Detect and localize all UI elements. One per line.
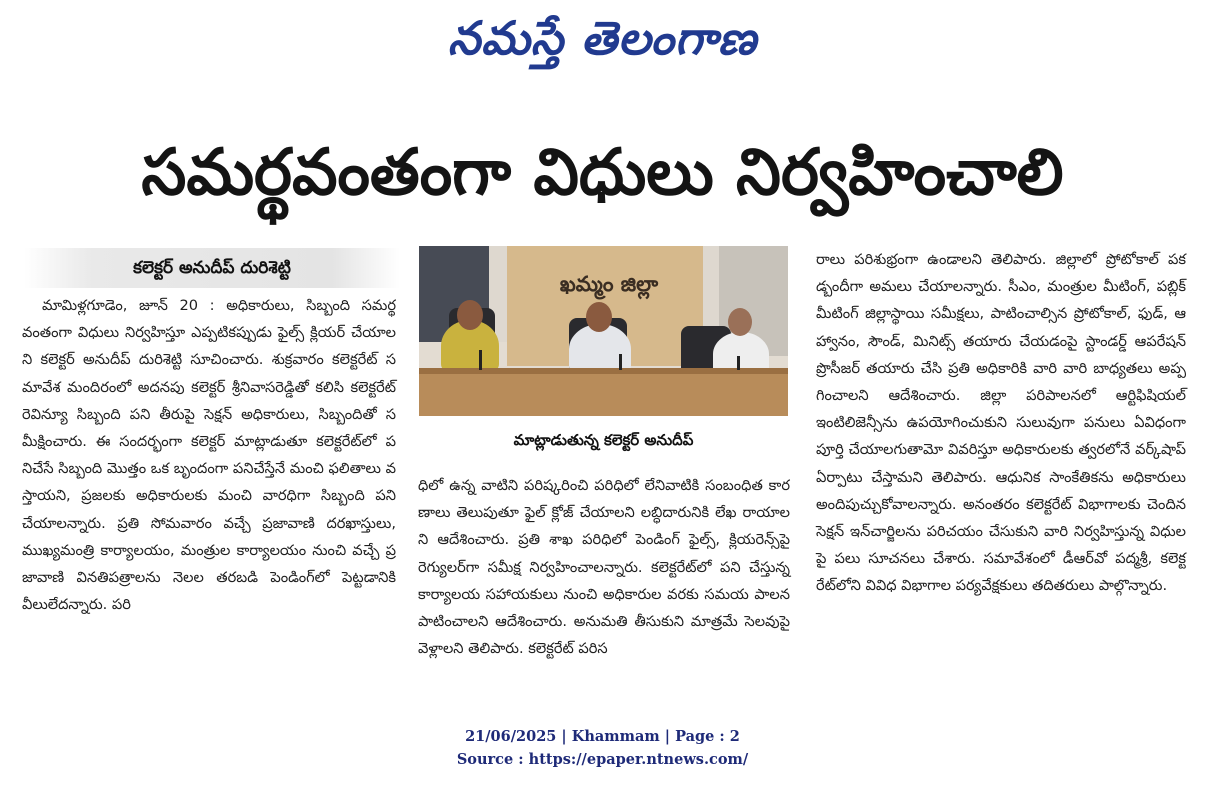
photo-table-edge	[419, 368, 788, 374]
masthead-logo: నమస్తే తెలంగాణ	[447, 11, 758, 65]
article-photo	[419, 246, 788, 416]
person-right-head	[728, 308, 752, 336]
mic-right	[737, 356, 740, 370]
article-column-3: రాలు పరిశుభ్రంగా ఉండాలని తెలిపారు. జిల్లాలో ప్రోటోకాల్ పకడ్బందీగా అమలు చేయాలన్నారు. సీఎం, మంత్రుల మీటింగ్, పబ్లిక్ మీటింగ్ జిల్లాస్థాయి సమీక్షలు, పాటించాల్సిన ప్రోటోకాల్, ఫుడ్, ఆహ్వానం, సౌండ్, మినిట్స్ తయారు చేయడంపై స్టాండర్డ్ ఆపరేషన్ ప్రొసీజర్ తయారు చేసి ప్రతి అధికారికి వారి వారి బాధ్యతలు అప్పగించాలని ఆదేశించారు. జిల్లా పరిపాలనలో ఆర్టిఫిషియల్ ఇంటిలిజెన్సీను ఉపయోగించుకుని సులువుగా పనులు ఏవిధంగా పూర్తి చేయాలగుతామో వివరిస్తూ అధికారులకు త్వరలోనే వర్క్‌షాప్ ఏర్పాటు చేస్తామని తెలిపారు. ఆధునిక సాంకేతికను అధికారులు అందిపుచ్చుకోవాలన్నారు. అనంతరం కలెక్టరేట్ విభాగాలకు చెందిన సెక్షన్ ఇన్‌చార్జిలను పరిచయం చేసుకుని వారి నిర్వహిస్తున్న విధులపై పలు సూచనలు చేశారు. సమావేశంలో డీఆర్‌వో పద్మశ్రీ, కలెక్టరేట్‌లోని వివిధ విభాగాల పర్యవేక్షకులు తదితరులు పాల్గొన్నారు.	[816, 251, 1186, 595]
article-column-1: మామిళ్లగూడెం, జూన్ 20 : అధికారులు, సిబ్బంది సమర్థవంతంగా విధులు నిర్వహిస్తూ ఎప్పటికప్పుడు ఫైల్స్ క్లియర్ చేయాలని కలెక్టర్ అనుదీప్ దురిశెట్టి సూచించారు. శుక్రవారం కలెక్టరేట్ సమావేశ మందిరంలో అదనపు కలెక్టర్ శ్రీనివాసరెడ్డితో కలిసి కలెక్టరేట్ రెవిన్యూ సిబ్బంది పని తీరుపై సెక్షన్ అధికారులు, సిబ్బందితో సమీక్షించారు. ఈ సందర్భంగా కలెక్టర్ మాట్లాడుతూ కలెక్టరేట్‌లో పనిచేసే సిబ్బంది మొత్తం ఒక బృందంగా పనిచేస్తేనే మంచి ఫలితాలు వస్తాయని, ప్రజలకు అధికారులకు మంచి వారధిగా సిబ్బంది పని చేయాలన్నారు. ప్రతి సోమవారం వచ్చే ప్రజావాణి దరఖాస్తులు, ముఖ్యమంత్రి కార్యాలయం, మంత్రుల కార్యాలయం నుంచి వచ్చే ప్రజావాణి వినతిపత్రాలను నెలల తరబడి పెండింగ్‌లో పెట్టడానికి వీలులేదన్నారు. పరి	[22, 297, 396, 614]
footer-date-edition: 21/06/2025 | Khammam | Page : 2	[465, 728, 740, 745]
mic-left	[479, 350, 482, 370]
person-left-head	[457, 300, 483, 330]
footer-source: Source : https://epaper.ntnews.com/	[456, 751, 749, 768]
photo-caption: మాట్లాడుతున్న కలెక్టర్ అనుదీప్	[513, 431, 694, 449]
article-column-2: ధిలో ఉన్న వాటిని పరిష్కరించి పరిధిలో లేనివాటికి సంబంధిత కారణాలు తెలుపుతూ ఫైల్ క్లోజ్ చేయాలని లబ్ధిదారునికి లేఖ రాయాలని ఆదేశించారు. ప్రతి శాఖ పరిధిలో పెండింగ్ ఫైల్స్, క్లియరెన్స్‌పై రెగ్యులర్‌గా సమీక్ష నిర్వహించాలన్నారు. కలెక్టరేట్‌లో పని చేస్తున్న కార్యాలయ సహాయకులు నుంచి అధికారుల వరకు సమయ పాలన పాటించాలని ఆదేశించారు. అనుమతి తీసుకుని మాత్రమే సెలవుపై వెళ్లాలని తెలిపారు. కలెక్టరేట్ పరిస	[418, 477, 790, 658]
person-center-head	[586, 302, 612, 332]
photo-logo-text: ఖమ్మం జిల్లా	[559, 272, 659, 296]
headline: సమర్థవంతంగా విధులు నిర్వహించాలి	[141, 136, 1064, 210]
subheadline: కలెక్టర్ అనుదీప్ దురిశెట్టి	[24, 248, 400, 288]
photo-table	[419, 368, 788, 416]
mic-center	[619, 354, 622, 370]
